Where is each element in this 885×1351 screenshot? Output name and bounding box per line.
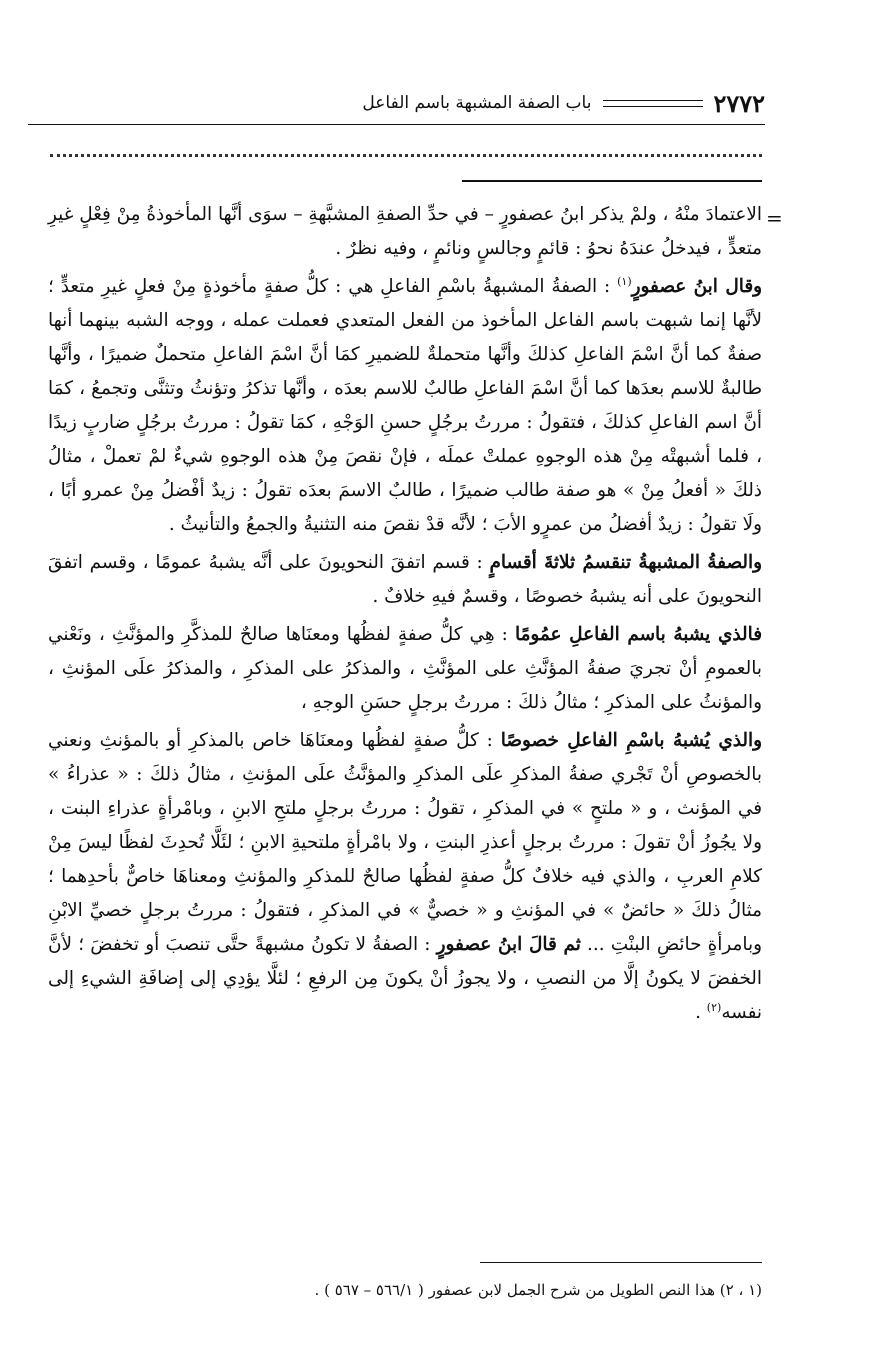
footnote: (١ ، ٢) هذا النص الطويل من شرح الجمل لابن عصفور ( ٥٦٦/١ – ٥٦٧ ) . (314, 1281, 762, 1299)
paragraph-text: : كلُّ صفةٍ لفظُها ومعنَاهَا خاص بالمذكرِ أو بالمؤنثِ ونعني بالخصوصِ أنْ تَجْري صفةُ المذكرِ علَى المذكرِ والمؤنَّثُ علَى المؤنثِ ، مثالُ ذلكَ : « عذراءُ » في المؤنث ، و « ملتحٍ » في المذكرِ ، تقولُ : مررتُ برجلٍ ملتحِ الابنِ ، وبامْرأةٍ عذراءِ البنت ، ولا يجُوزُ أنْ تقولَ : مررتُ برجلٍ أعذرِ البنتِ ، ولا بامْرأةٍ ملتحيةِ الابنِ ؛ لئَلَّا تُحدِثَ لفظًا ليسَ مِنْ كلامِ العربِ ، والذي فيه خلافٌ كلُّ صفةٍ لفظُها صالحٌ للمذكرِ والمؤنثِ ومعناهَا خاصٌّ بأحدِهما ؛ مثالُ ذلكَ « حائضٌ » في المؤنثِ و « خصيٌّ » في المذكرِ ، فتقولُ : مررتُ برجلٍ خصيِّ الابْنِ وبامرأةٍ حائضِ البنْتِ ... (48, 730, 762, 955)
footnote-separator (480, 1262, 762, 1263)
paragraph-lead: والذي يُشبهُ باسْمِ الفاعلِ خصوصًا (500, 730, 762, 751)
paragraph-text: : قسم اتفقَ النحويونَ على أنَّه يشبهُ عمومًا ، وقسم اتفقَ النحويونَ على أنه يشبهُ خصوصًا ، وقسمٌ فيهِ خلافٌ . (48, 552, 762, 607)
paragraph-lead: فالذي يشبهُ باسم الفاعلِ عمُومًا (514, 624, 762, 645)
paragraph-lead-secondary: ثم قالَ ابنُ عصفورٍ (436, 934, 581, 955)
header-underline (28, 124, 765, 125)
dotted-separator (50, 154, 762, 157)
running-title: باب الصفة المشبهة باسم الفاعل (362, 93, 592, 113)
continuation-mark: = (766, 206, 783, 230)
paragraph-1 (48, 198, 762, 266)
paragraph-2 (48, 270, 762, 542)
main-text (48, 198, 762, 1034)
paragraph-text: : الصفةُ المشبهةُ باسْمِ الفاعلِ هي : كلُّ صفةٍ مأخوذةٍ مِنْ فعلٍ غيرِ متعدٍّ ؛ لأنَّها إنما شبهت باسم الفاعل المأخوذ من الفعل المتعدي فعملت عمله ، ووجه الشبه بينهما أنها صفةٌ كما أنَّ اسْمَ الفاعلِ كذلكَ وأنَّها متحملةٌ للضميرِ كمَا أنَّ اسْمَ الفاعلِ متحملٌ ضميرًا ، وأنَّها طالبةٌ للاسم بعدَها كما أنَّ اسْمَ الفاعلِ طالبٌ للاسم بعدَه ، وأنَّها تذكرُ وتؤنثُ وتثنَّى وتجمعُ ، كمَا أنَّ اسم الفاعلِ كذلكَ ، فتقولُ : مررتُ برجُلٍ حسنِ الوَجْهِ ، كمَا تقولُ : مررتُ برجُلٍ ضاربٍ زيدًا ، فلما أشبهتْه مِنْ هذه الوجوهِ عملتْ عملَه ، فإنْ نقصَ مِنْ هذه الوجوهِ شيءٌ لمْ تعملْ ، مثالُ ذلكَ « أفعلُ مِنْ » هو صفة طالب ضميرًا ، طالبٌ الاسمَ بعدَه تقولُ : زيدٌ أفْضلُ مِنْ عمرو أبًا ، ولَا تقولُ : زيدٌ أفضلُ من عمرٍو الأبَ ؛ لأنَّه قدْ نقصَ منه التثنيةُ والجمعُ والتأنيثُ . (48, 276, 762, 535)
paragraph-5 (48, 724, 762, 1030)
paragraph-lead: والصفةُ المشبهةُ تنقسمُ ثلاثةَ أقسامٍ (489, 552, 762, 573)
footnote-ref-2: (٢) (706, 1000, 722, 1014)
paragraph-text: الاعتمادَ منْهُ ، ولمْ يذكر ابنُ عصفورٍ – في حدِّ الصفةِ المشبَّهةِ – سوَى أنَّها المأخوذةُ مِنْ فِعْلٍ غيرِ متعدٍّ ، فيدخلُ عندَهُ نحوُ : قائمٍ وجالسٍ ونائمٍ ، وفيه نظرٌ . (48, 204, 762, 259)
paragraph-text-secondary: : الصفةُ لا تكونُ مشبهةً حتَّى تنصبَ أو تخفضَ ؛ لأنَّ الخفضَ لا يكونُ إلَّا من النصبِ ، ولا يجوزُ أنْ يكونَ مِن الرفعِ ؛ لئلَّا يؤدِي إلى إضافَةِ الشيءِ إلى نفسه (48, 934, 762, 1023)
paragraph-4 (48, 618, 762, 720)
footnote-ref-1: (١) (617, 274, 632, 288)
paragraph-3 (48, 546, 762, 614)
paragraph-end: . (695, 1002, 707, 1023)
paragraph-lead: وقال ابنُ عصفورٍ (631, 276, 762, 297)
paragraph-text: : هِي كلُّ صفةٍ لفظُها ومعنَاها صالحٌ للمذكَّرِ والمؤنَّثِ ، ونَعْني بالعمومِ أنْ تجريَ صفةُ المؤنَّثِ على المؤنَّثِ ، والمذكرُ على المذكرِ ، والمذكرُ علَى المؤنثِ ، والمؤنثُ على المذكرِ ؛ مثالُ ذلكَ : مررتُ برجلٍ حسَنِ الوجهِ ، (48, 624, 762, 713)
page-number: ٢٧٧٢ (713, 88, 765, 118)
solid-separator (462, 180, 762, 182)
header-double-rule (603, 100, 703, 107)
page-header (28, 88, 765, 118)
